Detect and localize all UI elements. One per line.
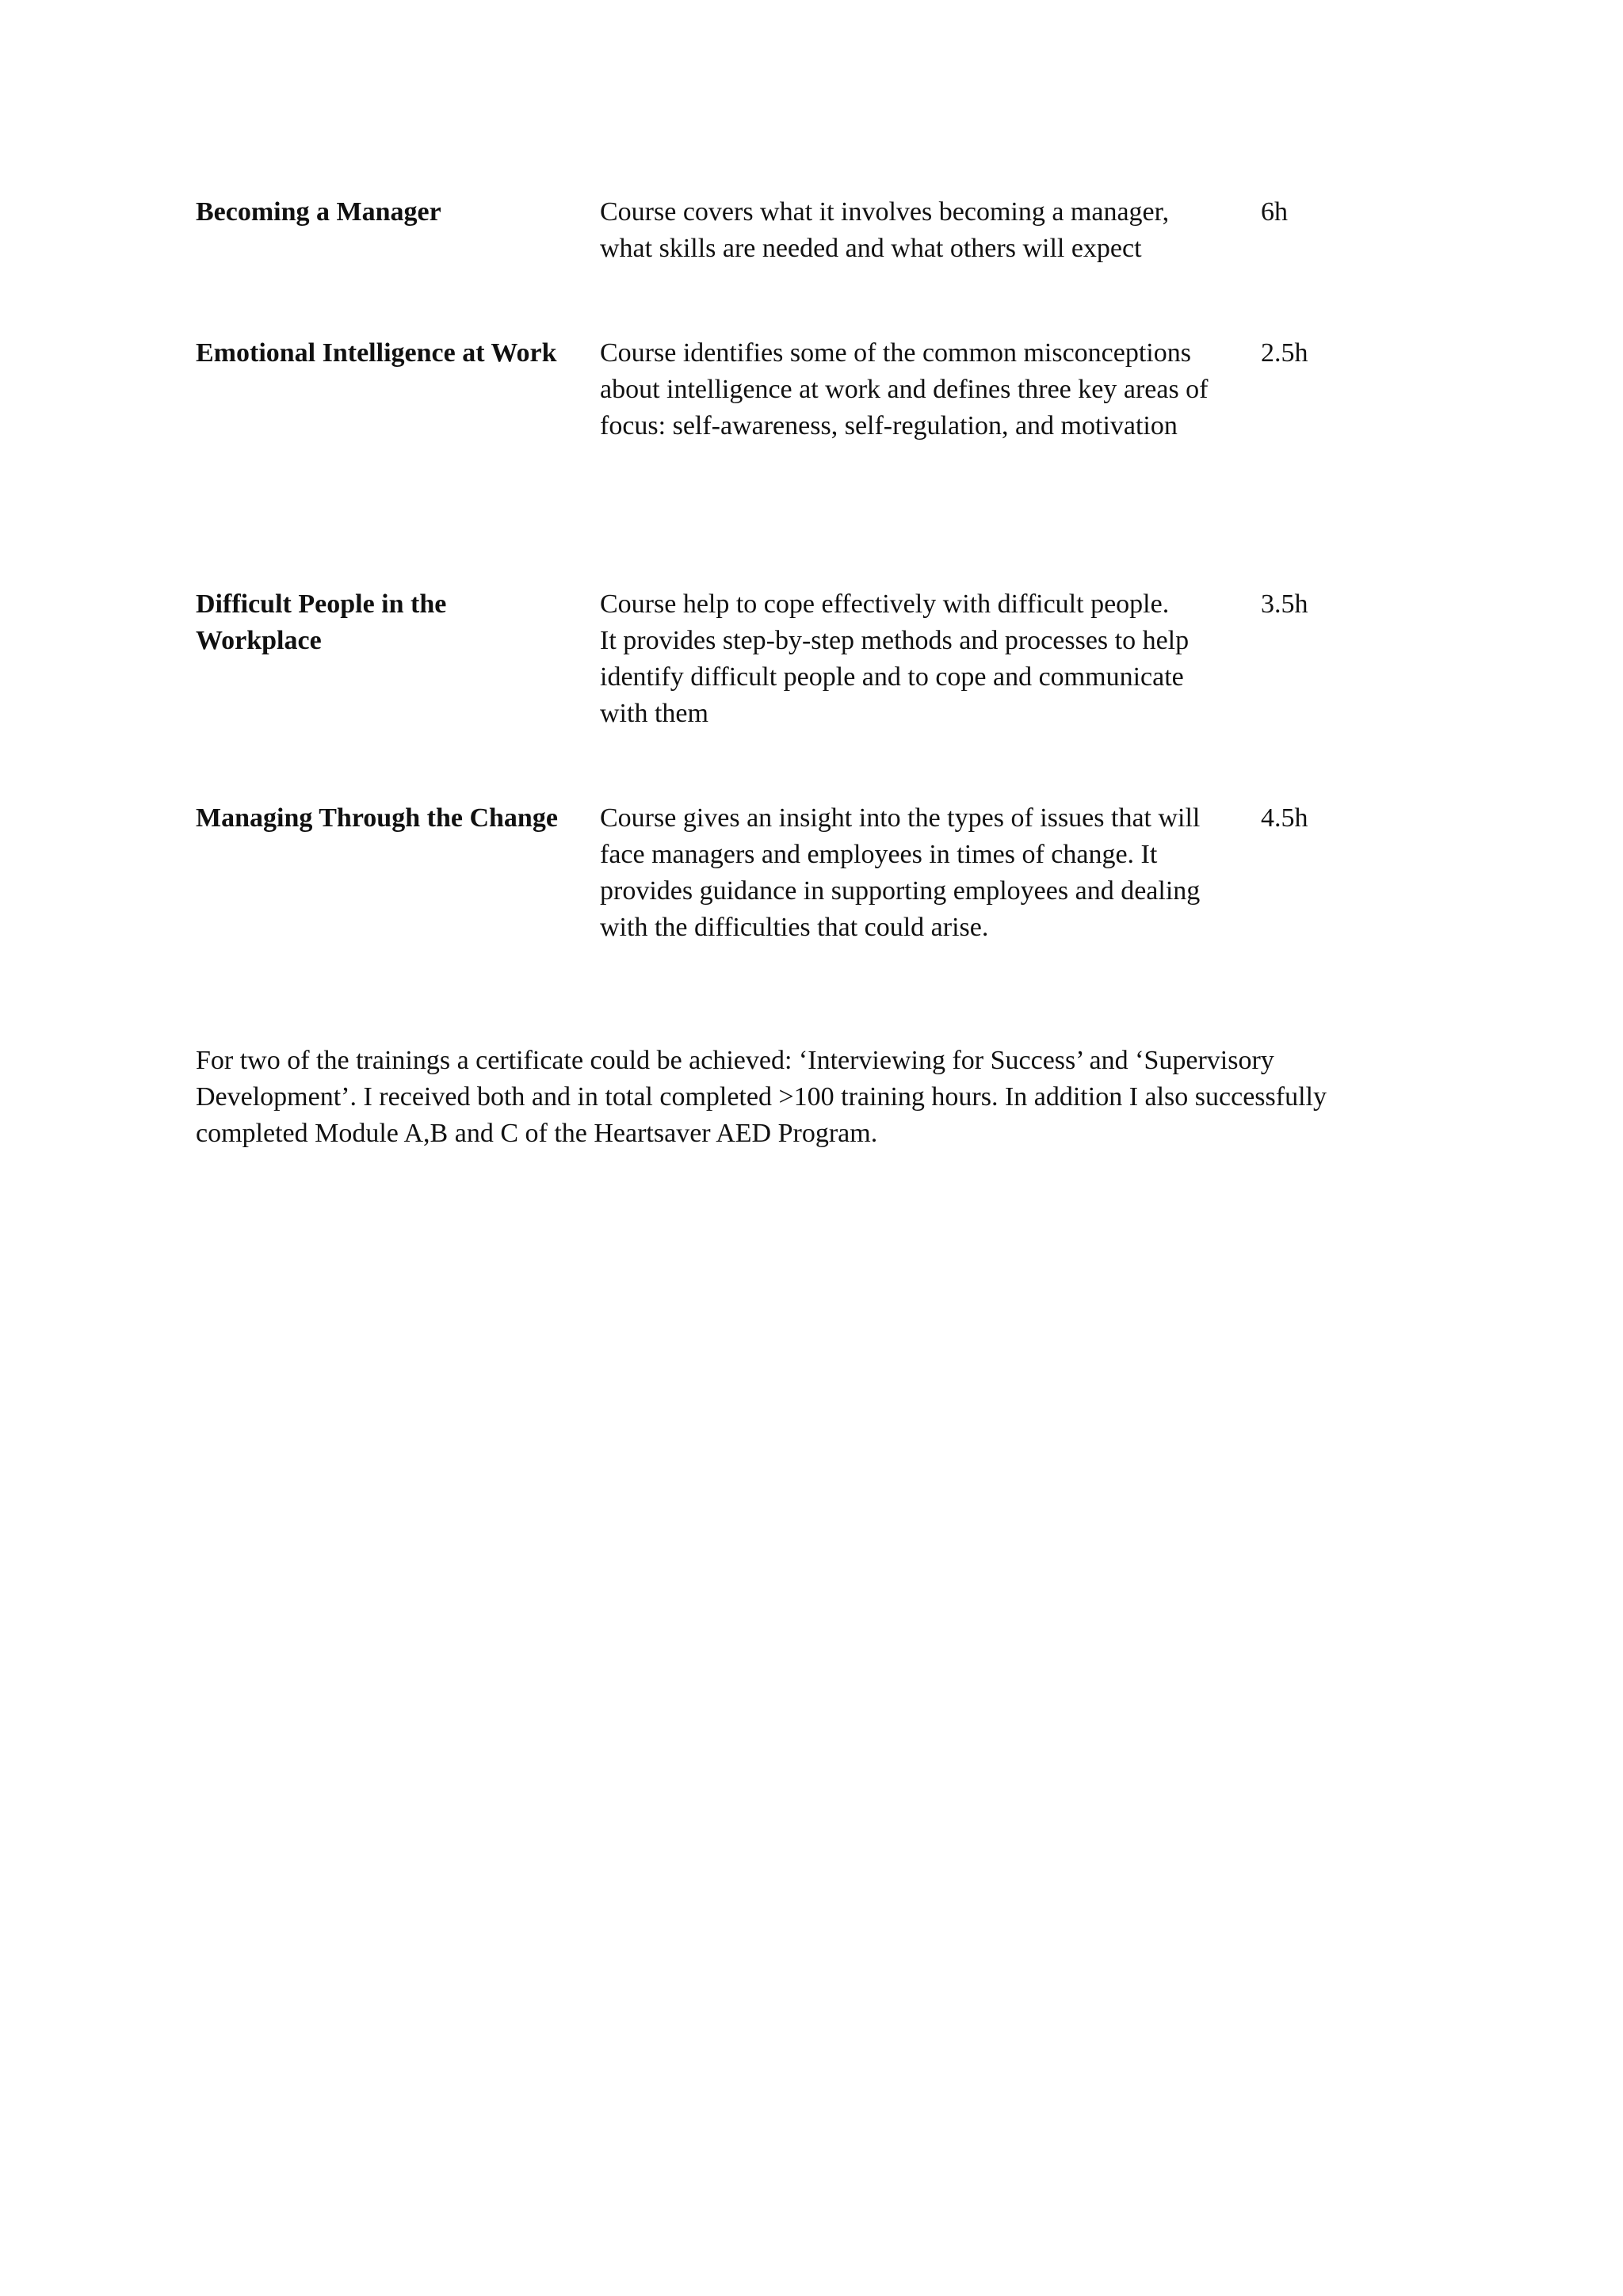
course-title: Becoming a Manager — [196, 197, 441, 227]
course-hours: 6h — [1261, 197, 1288, 227]
course-description: Course identifies some of the common misconceptions about intelligence at work and defines three key areas of focus: self-awareness, self-regulation, and motivation — [600, 338, 1209, 441]
course-title: Emotional Intelligence at Work — [196, 338, 557, 368]
course-description: Course gives an insight into the types of issues that will face managers and employees in times of change. It provides guidance in supporting employees and dealing with the difficulties that could arise. — [600, 803, 1201, 942]
summary-paragraph: For two of the trainings a certificate could be achieved: ‘Interviewing for Success’ and ‘Supervisory Development’. I received both and in total completed >100 training hours. In addition I also successfully completed Module A,B and C of the Heartsaver AED Program. — [196, 1046, 1327, 1148]
course-hours: 2.5h — [1261, 338, 1308, 368]
course-title: Managing Through the Change — [196, 803, 558, 833]
course-description-line: It provides step-by-step methods and processes to help identify difficult people and to cope and communicate with them — [600, 626, 1190, 728]
course-description — [600, 586, 1226, 732]
course-hours: 4.5h — [1261, 803, 1308, 833]
course-title: Difficult People in the Workplace — [196, 589, 447, 655]
course-description: Course covers what it involves becoming a manager, what skills are needed and what others will expect — [600, 197, 1170, 263]
course-description-line: Course help to cope effectively with difficult people. — [600, 589, 1170, 619]
course-hours: 3.5h — [1261, 589, 1308, 619]
